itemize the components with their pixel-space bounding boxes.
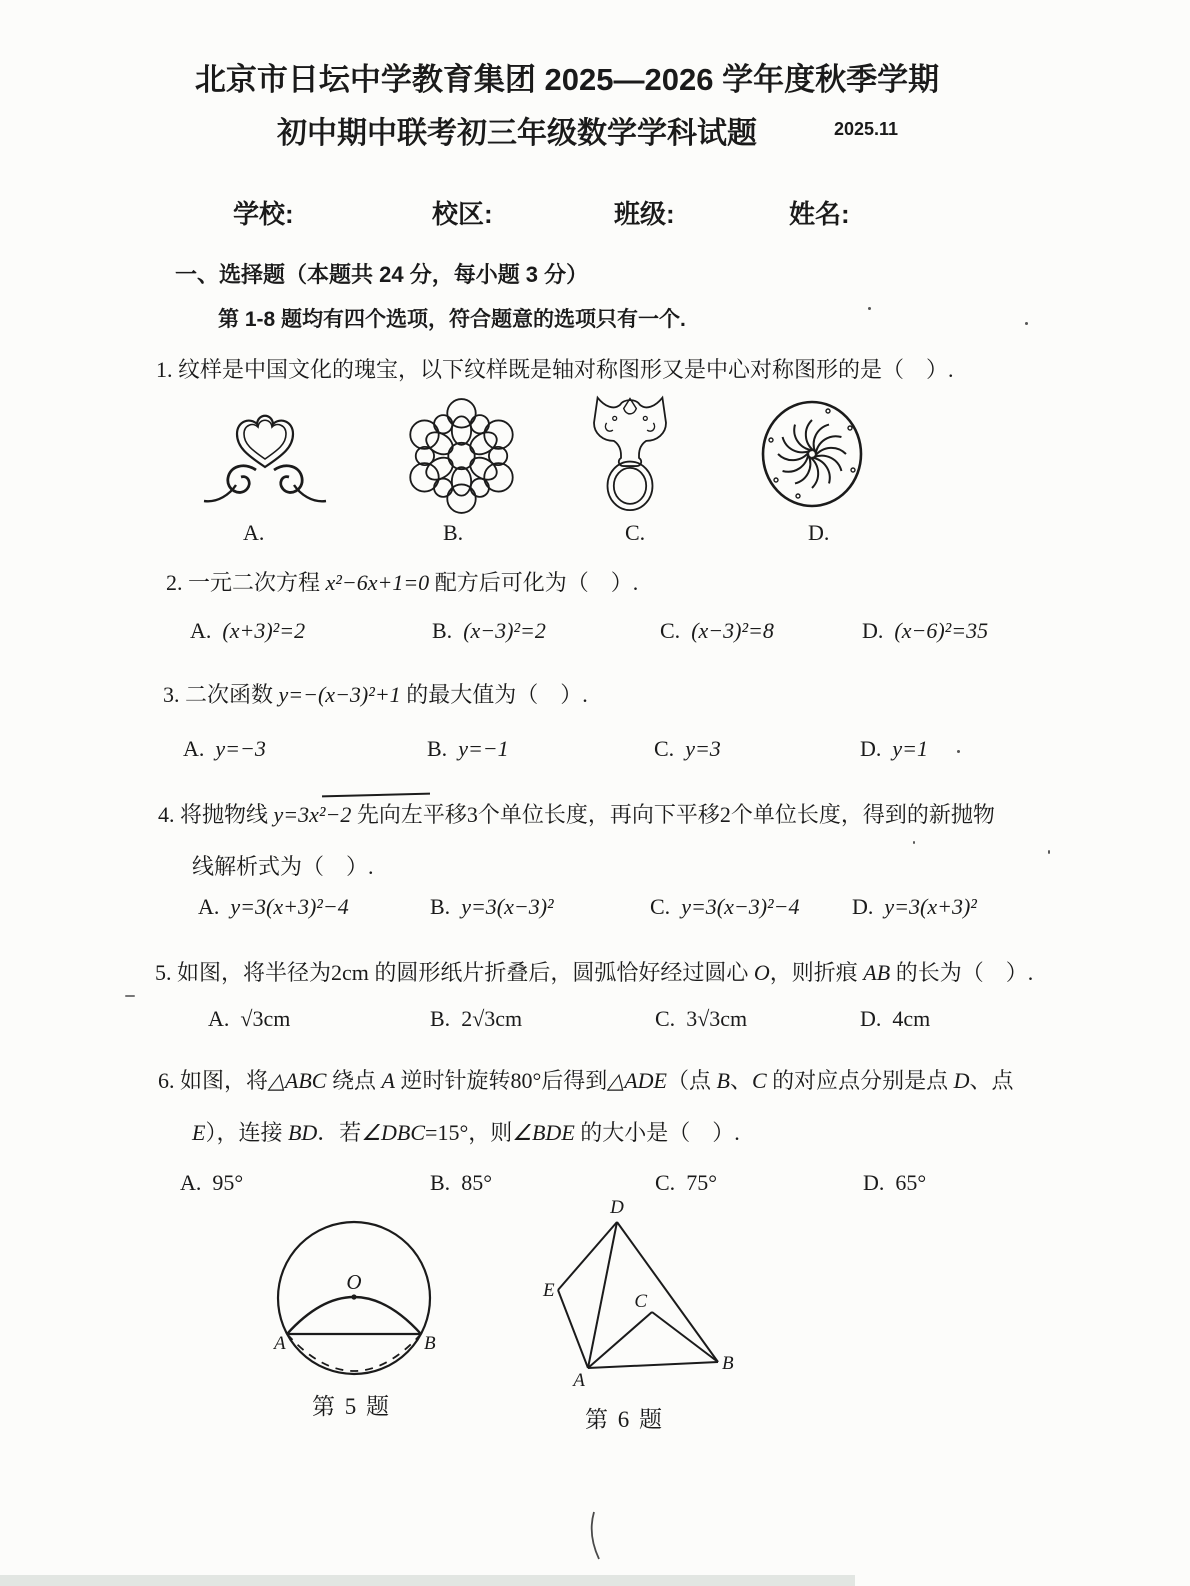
hexagonal-rosette-motif-icon (403, 394, 521, 518)
q6-rotated-triangles-figure (515, 1195, 765, 1407)
scan-artifact-overline (322, 793, 430, 798)
q5-circle-fold-figure (262, 1196, 452, 1401)
q2-option-d: D. (x−6)²=35 (862, 618, 989, 643)
q2-option-b: B. (x−3)²=2 (432, 618, 546, 643)
fig5-label-o: O (346, 1270, 362, 1294)
fig6-label-c: C (634, 1291, 647, 1312)
q5-figure (262, 1196, 452, 1401)
question-6-text-line1: 6. 如图，将△ABC 绕点 A 逆时针旋转80°后得到△ADE（点 B、C 的对应点分别是点 D、点 (158, 1068, 1014, 1093)
fig5-label-b: B (424, 1333, 436, 1354)
scan-speck (125, 995, 135, 997)
q1-option-a-label: A. (243, 520, 265, 545)
q1-option-b-label: B. (443, 520, 464, 545)
pen-stroke-artifact (586, 1510, 606, 1562)
ruyi-cloud-motif-icon (200, 404, 330, 516)
scan-edge-shadow (0, 1575, 855, 1586)
beast-head-ring-knocker-motif-icon (585, 392, 675, 514)
q1-option-c-label: C. (625, 520, 646, 545)
exam-title-line1: 北京市日坛中学教育集团 2025—2026 学年度秋季学期 (194, 62, 940, 97)
fig5-caption: 第 5 题 (312, 1394, 391, 1419)
scan-speck (913, 841, 915, 844)
q6-figure (515, 1195, 765, 1407)
q5-option-a: A. √3cm (208, 1006, 291, 1031)
fig6-label-d: D (610, 1197, 624, 1218)
fig6-label-e: E (543, 1280, 555, 1301)
section-heading: 一、选择题（本题共 24 分，每小题 3 分） (175, 262, 589, 287)
question-5-text: 5. 如图，将半径为2cm 的圆形纸片折叠后，圆弧恰好经过圆心 O，则折痕 AB 的长为（ ）. (155, 960, 1034, 985)
q1-pattern-b (403, 394, 521, 518)
q6-option-c: C. 75° (655, 1170, 717, 1195)
question-3-text: 3. 二次函数 y=−(x−3)²+1 的最大值为（ ）. (163, 682, 588, 707)
scan-speck (1025, 322, 1028, 325)
q1-pattern-c (585, 392, 675, 514)
q4-option-b: B. y=3(x−3)² (430, 894, 554, 919)
fig6-label-a: A (573, 1370, 585, 1391)
q4-option-d: D. y=3(x+3)² (852, 894, 977, 919)
q2-option-a: A. (x+3)²=2 (190, 618, 306, 643)
fig5-label-a: A (274, 1333, 286, 1354)
q3-option-c: C. y=3 (654, 736, 721, 761)
q6-option-d: D. 65° (863, 1170, 927, 1195)
scan-speck (868, 307, 871, 310)
q2-option-c: C. (x−3)²=8 (660, 618, 774, 643)
q3-option-b: B. y=−1 (427, 736, 509, 761)
fig6-label-b: B (722, 1353, 734, 1374)
q1-option-d-label: D. (808, 520, 830, 545)
q4-option-c: C. y=3(x−3)²−4 (650, 894, 800, 919)
field-name-label: 姓名: (789, 199, 850, 229)
q1-pattern-d (758, 398, 866, 510)
fig6-caption: 第 6 题 (585, 1407, 664, 1432)
question-4-text-line2: 线解析式为（ ）. (192, 854, 374, 879)
exam-date: 2025.11 (834, 119, 899, 139)
q3-option-a: A. y=−3 (183, 736, 266, 761)
scan-speck (957, 750, 960, 753)
exam-title-line2: 初中期中联考初三年级数学学科试题 (277, 117, 757, 150)
field-school-label: 学校: (233, 199, 294, 229)
field-class-label: 班级: (614, 199, 675, 229)
q5-option-c: C. 3√3cm (655, 1006, 748, 1031)
question-1-text: 1. 纹样是中国文化的瑰宝，以下纹样既是轴对称图形又是中心对称图形的是（ ）. (156, 357, 954, 382)
q4-option-a: A. y=3(x+3)²−4 (198, 894, 349, 919)
question-4-text-line1: 4. 将抛物线 y=3x²−2 先向左平移3个单位长度，再向下平移2个单位长度，得到的新抛物 (158, 802, 995, 827)
q6-option-b: B. 85° (430, 1170, 492, 1195)
q6-option-a: A. 95° (180, 1170, 244, 1195)
q1-pattern-a (200, 404, 330, 516)
q5-option-d: D. 4cm (860, 1006, 931, 1031)
question-2-text: 2. 一元二次方程 x²−6x+1=0 配方后可化为（ ）. (166, 570, 639, 595)
q3-option-d: D. y=1 (860, 736, 929, 761)
field-campus-label: 校区: (432, 199, 493, 229)
scan-speck (1048, 850, 1050, 854)
question-6-text-line2: E），连接 BD．若∠DBC=15°，则∠BDE 的大小是（ ）. (192, 1120, 740, 1145)
section-note: 第 1-8 题均有四个选项，符合题意的选项只有一个. (218, 308, 686, 331)
q5-option-b: B. 2√3cm (430, 1006, 523, 1031)
swirl-disc-motif-icon (758, 398, 866, 510)
